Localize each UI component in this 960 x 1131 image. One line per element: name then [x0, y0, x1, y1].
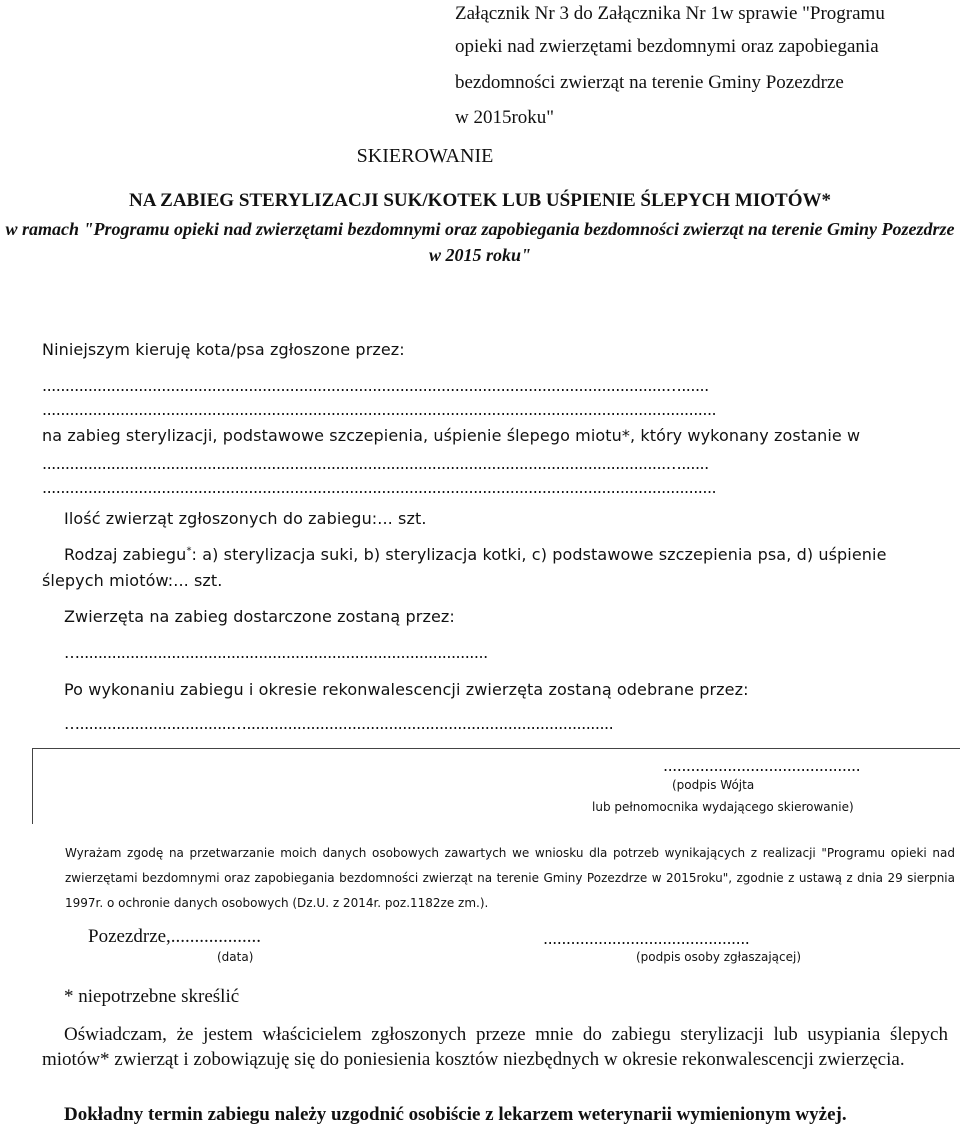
strike-note: * niepotrzebne skreślić: [64, 986, 240, 1007]
delivery-label: Zwierzęta na zabieg dostarczone zostaną przez:: [64, 607, 455, 626]
document-title: SKIEROWANIE: [356, 145, 494, 167]
annex-line-1: Załącznik Nr 3 do Załącznika Nr 1w sprawie "Programu: [455, 3, 885, 24]
procedure-type-line: [64, 545, 887, 564]
procedure-type-options: : a) sterylizacja suki, b) sterylizacja kotki, c) podstawowe szczepienia psa, d) uśpienie: [191, 545, 887, 564]
animal-count-field[interactable]: Ilość zwierząt zgłoszonych do zabiegu:... szt.: [64, 509, 427, 528]
referral-label: Niniejszym kieruję kota/psa zgłoszone przez:: [42, 340, 405, 359]
annex-line-4: w 2015roku": [455, 107, 555, 128]
applicant-signature-label: (podpis osoby zgłaszającej): [636, 950, 802, 964]
referral-dots-1[interactable]: ........................................................................................................................................…......: [42, 376, 709, 395]
mayor-signature-dots[interactable]: ...........................................: [663, 756, 861, 775]
clinic-dots-1[interactable]: ........................................................................................................................................…......: [42, 454, 709, 473]
owner-declaration: Oświadczam, że jestem właścicielem zgłoszonych przeze mnie do zabiegu sterylizacji lub usypiania ślepych miotów* zwierząt i zobowiązuję się do poniesienia kosztów niezbędnych w okresie rekonwalescencji zwierzęcia.: [42, 1024, 948, 1070]
procedure-label: na zabieg sterylizacji, podstawowe szczepienia, uśpienie ślepego miotu*, który wykonany zostanie w: [42, 426, 861, 445]
data-consent: Wyrażam zgodę na przetwarzanie moich danych osobowych zawartych we wniosku dla potrzeb wynikających z realizacji "Programu opieki nad zwierzętami bezdomnymi oraz zapobiegania bezdomności zwierząt na terenie Gminy Pozezdrze w 2015roku", zgodnie z ustawą z dnia 29 sierpnia 1997r. o ochronie danych osobowych (Dz.U. z 2014r. poz.1182ze zm.).: [65, 846, 955, 910]
procedure-type-count[interactable]: ślepych miotów:... szt.: [42, 571, 223, 590]
mayor-signature-sublabel: lub pełnomocnika wydającego skierowanie): [592, 800, 854, 814]
date-label: (data): [217, 950, 254, 964]
annex-line-2: opieki nad zwierzętami bezdomnymi oraz zapobiegania: [455, 36, 879, 57]
mayor-signature-label: (podpis Wójta: [672, 778, 755, 792]
program-name: w ramach "Programu opieki nad zwierzętami bezdomnymi oraz zapobiegania bezdomności zwierząt na terenie Gminy Pozezdrze w 2015 roku": [5, 219, 955, 265]
pickup-dots[interactable]: ….................................…................................................................................: [64, 714, 614, 733]
procedure-type-label: Rodzaj zabiegu: [64, 545, 187, 564]
clinic-dots-2[interactable]: ...................................................................................................................................................: [42, 478, 717, 497]
document-subtitle: NA ZABIEG STERYLIZACJI SUK/KOTEK LUB UŚPIENIE ŚLEPYCH MIOTÓW*: [129, 190, 831, 211]
annex-line-3: bezdomności zwierząt na terenie Gminy Pozezdrze: [455, 72, 844, 93]
pickup-label: Po wykonaniu zabiegu i okresie rekonwalescencji zwierzęta zostaną odebrane przez:: [64, 680, 749, 699]
asterisk-mark: *: [186, 545, 192, 557]
place-date-field[interactable]: Pozezdrze,...................: [88, 926, 262, 947]
referral-dots-2[interactable]: ...................................................................................................................................................: [42, 400, 717, 419]
applicant-signature-dots[interactable]: .............................................: [543, 929, 750, 948]
appointment-note: Dokładny termin zabiegu należy uzgodnić osobiście z lekarzem weterynarii wymienionym wyżej.: [64, 1104, 847, 1125]
delivery-dots[interactable]: ….........................................................................................: [64, 643, 488, 662]
